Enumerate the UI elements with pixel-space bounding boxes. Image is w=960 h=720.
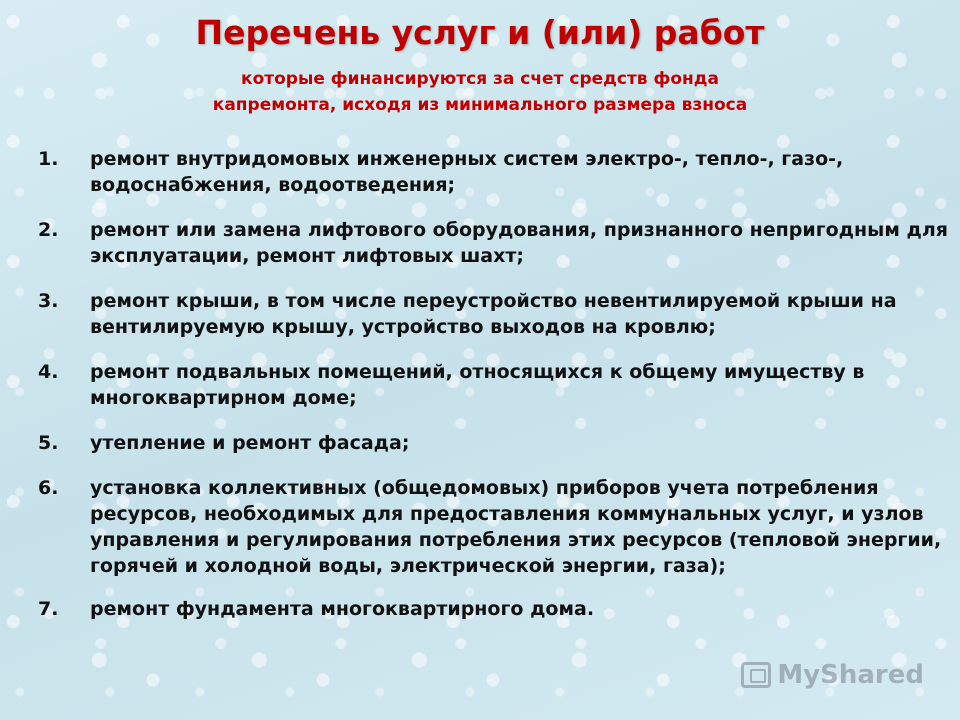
list-item-text: утепление и ремонт фасада; bbox=[90, 432, 410, 454]
list-item bbox=[38, 288, 948, 340]
list-item-number: 7. bbox=[38, 598, 59, 620]
watermark-text: MyShared bbox=[777, 660, 924, 690]
list-item bbox=[38, 430, 948, 456]
slide-subtitle: которые финансируются за счет средств фонда капремонта, исходя из минимального размера взноса bbox=[212, 69, 748, 115]
presentation-icon bbox=[741, 662, 771, 688]
list-item-number: 1. bbox=[38, 148, 59, 170]
list-item-text: ремонт или замена лифтового оборудования, признанного непригодным для эксплуатации, ремонт лифтовых шахт; bbox=[90, 219, 948, 267]
list-item bbox=[38, 359, 948, 411]
watermark bbox=[741, 660, 924, 690]
list-item-number: 4. bbox=[38, 361, 59, 383]
list-item-text: установка коллективных (общедомовых) приборов учета потребления ресурсов, необходимых для предоставления коммунальных услуг, и узлов управления и регулирования потребления этих ресурсов (тепловой энергии, горячей и холодной воды, электрической энергии, газа); bbox=[90, 477, 942, 577]
services-list bbox=[38, 146, 948, 641]
list-item-text: ремонт фундамента многоквартирного дома. bbox=[90, 598, 595, 620]
list-item-number: 3. bbox=[38, 290, 59, 312]
list-item-number: 2. bbox=[38, 219, 59, 241]
list-item-text: ремонт внутридомовых инженерных систем электро-, тепло-, газо-, водоснабжения, водоотведения; bbox=[90, 148, 844, 196]
list-item bbox=[38, 475, 948, 579]
slide-title: Перечень услуг и (или) работ bbox=[195, 13, 765, 52]
list-item-text: ремонт подвальных помещений, относящихся к общему имуществу в многоквартирном доме; bbox=[90, 361, 865, 409]
list-item bbox=[38, 217, 948, 269]
list-item bbox=[38, 146, 948, 198]
list-item bbox=[38, 596, 948, 622]
list-item-number: 5. bbox=[38, 432, 59, 454]
list-item-text: ремонт крыши, в том числе переустройство невентилируемой крыши на вентилируемую крышу, устройство выходов на кровлю; bbox=[90, 290, 897, 338]
list-item-number: 6. bbox=[38, 477, 59, 499]
